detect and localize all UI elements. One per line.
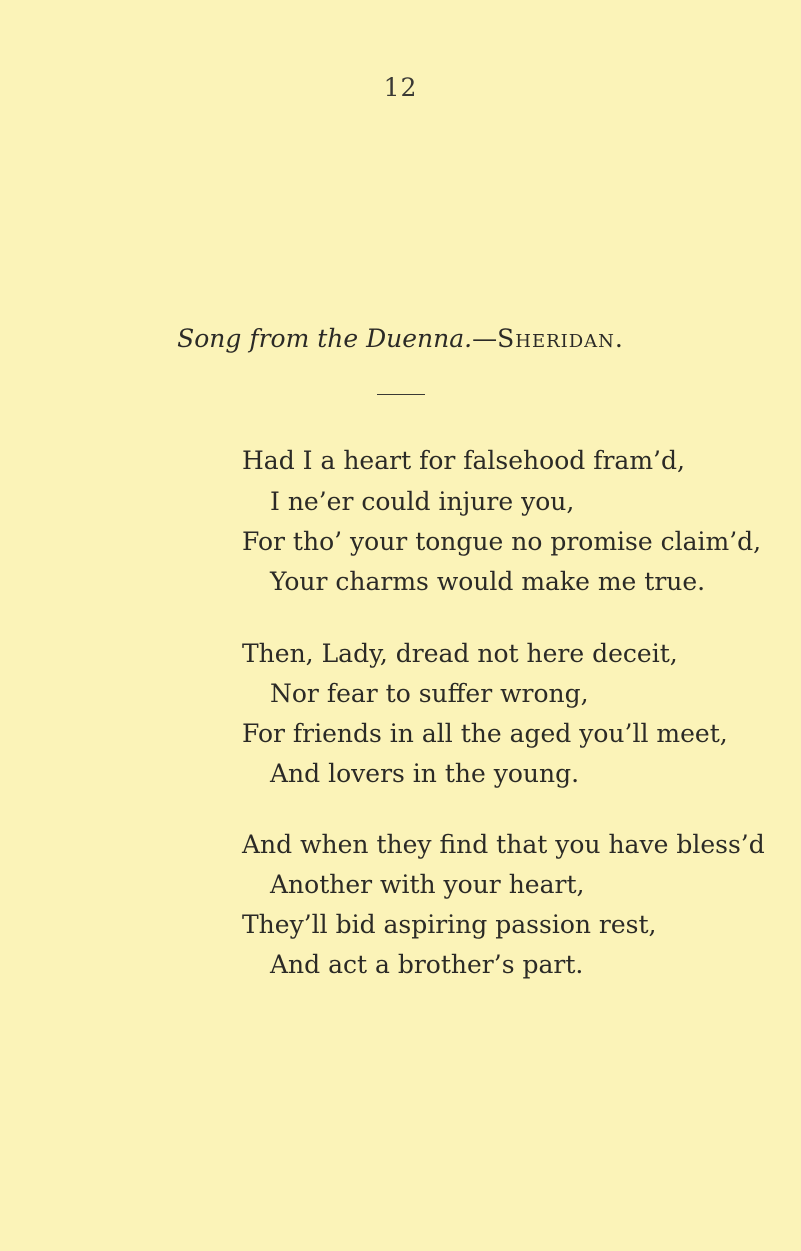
- verse-line: Then, Lady, dread not here deceit,: [242, 639, 678, 668]
- verse-line: And lovers in the young.: [270, 759, 580, 788]
- verse-line: Nor fear to suffer wrong,: [270, 679, 589, 708]
- verse-line: I ne’er could injure you,: [270, 487, 575, 516]
- page-number: 12: [383, 73, 418, 102]
- verse-line: And act a brother’s part.: [270, 950, 584, 979]
- verse-line: And when they find that you have bless’d: [242, 830, 765, 859]
- poem-title: [0, 324, 801, 353]
- verse-line: Another with your heart,: [270, 870, 585, 899]
- verse-line: Your charms would make me true.: [270, 567, 706, 596]
- verse-line: They’ll bid aspiring passion rest,: [242, 910, 657, 939]
- verse-line: Had I a heart for falsehood fram’d,: [242, 446, 685, 475]
- poem-title-text: Song from the Duenna.: [177, 324, 473, 353]
- verse-line: For tho’ your tongue no promise claim’d,: [242, 527, 762, 556]
- title-dash: —: [472, 324, 498, 353]
- poem-author: Sheridan.: [497, 324, 624, 353]
- title-divider: [377, 394, 425, 395]
- verse-line: For friends in all the aged you’ll meet,: [242, 719, 728, 748]
